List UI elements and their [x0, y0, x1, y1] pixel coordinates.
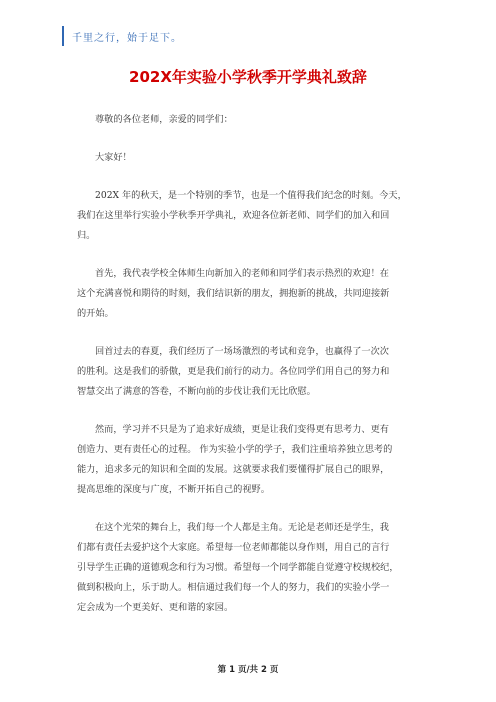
paragraph-line: 大家好！ [95, 152, 132, 163]
paragraph-line: 的胜利。这是我们的骄傲，更是我们前行的动力。各位同学们用自己的努力和 [77, 366, 390, 377]
paragraph-line: 做到积极向上，乐于助人。相信通过我们每一个人的努力，我们的实验小学一 [77, 582, 390, 593]
paragraph [77, 110, 415, 130]
paragraph-line: 智慧交出了满意的答卷，不断向前的步伐让我们无比欣慰。 [77, 386, 316, 397]
paragraph-line: 创造力、更有责任心的过程。 作为实验小学的学子，我们注重培养独立思考的 [77, 444, 393, 455]
paragraph-line: 首先，我代表学校全体师生向新加入的老师和同学们表示热烈的欢迎！在 [95, 268, 389, 279]
paragraph [77, 342, 415, 402]
paragraph-line: 我们在这里举行实验小学秋季开学典礼，欢迎各位新老师、同学们的加入和回 [77, 210, 390, 221]
paragraph-line: 定会成为一个更美好、更和谐的家园。 [77, 602, 234, 613]
paragraph-line: 能力，追求多元的知识和全面的发展。这就要求我们要懂得扩展自己的眼界， [77, 464, 390, 475]
paragraph-line: 尊敬的各位老师，亲爱的同学们： [95, 114, 233, 125]
document-title: 202X年实验小学秋季开学典礼致辞 [129, 68, 367, 86]
paragraph-line: 然而，学习并不只是为了追求好成绩，更是让我们变得更有思考力、更有 [95, 424, 389, 435]
paragraph-line: 202X 年的秋天，是一个特别的季节，也是一个值得我们纪念的时刻。今天， [95, 190, 407, 201]
paragraph-line: 的开始。 [77, 308, 114, 319]
paragraph-line: 引导学生正确的道德观念和行为习惯。希望每一个同学都能自觉遵守校规校纪， [77, 562, 399, 573]
paragraph [77, 186, 415, 246]
paragraph-line: 提高思维的深度与广度，不断开拓自己的视野。 [77, 484, 270, 495]
paragraph [77, 518, 415, 618]
paragraph [77, 148, 415, 168]
paragraph-line: 在这个光荣的舞台上，我们每一个人都是主角。无论是老师还是学生，我 [95, 522, 389, 533]
paragraph [77, 264, 415, 324]
paragraph [77, 420, 415, 500]
page-number: 第 1 页/共 2 页 [217, 665, 279, 675]
paragraph-line: 归。 [77, 230, 96, 241]
header-bar [62, 26, 182, 46]
document-body [77, 110, 415, 636]
paragraph-line: 们都有责任去爱护这个大家庭。希望每一位老师都能以身作则，用自己的言行 [77, 542, 390, 553]
paragraph-line: 回首过去的春夏，我们经历了一场场激烈的考试和竞争，也赢得了一次次 [95, 346, 389, 357]
paragraph-line: 这个充满喜悦和期待的时刻，我们结识新的朋友，拥抱新的挑战，共同迎接新 [77, 288, 390, 299]
header-motto: 千里之行，始于足下。 [72, 33, 182, 44]
